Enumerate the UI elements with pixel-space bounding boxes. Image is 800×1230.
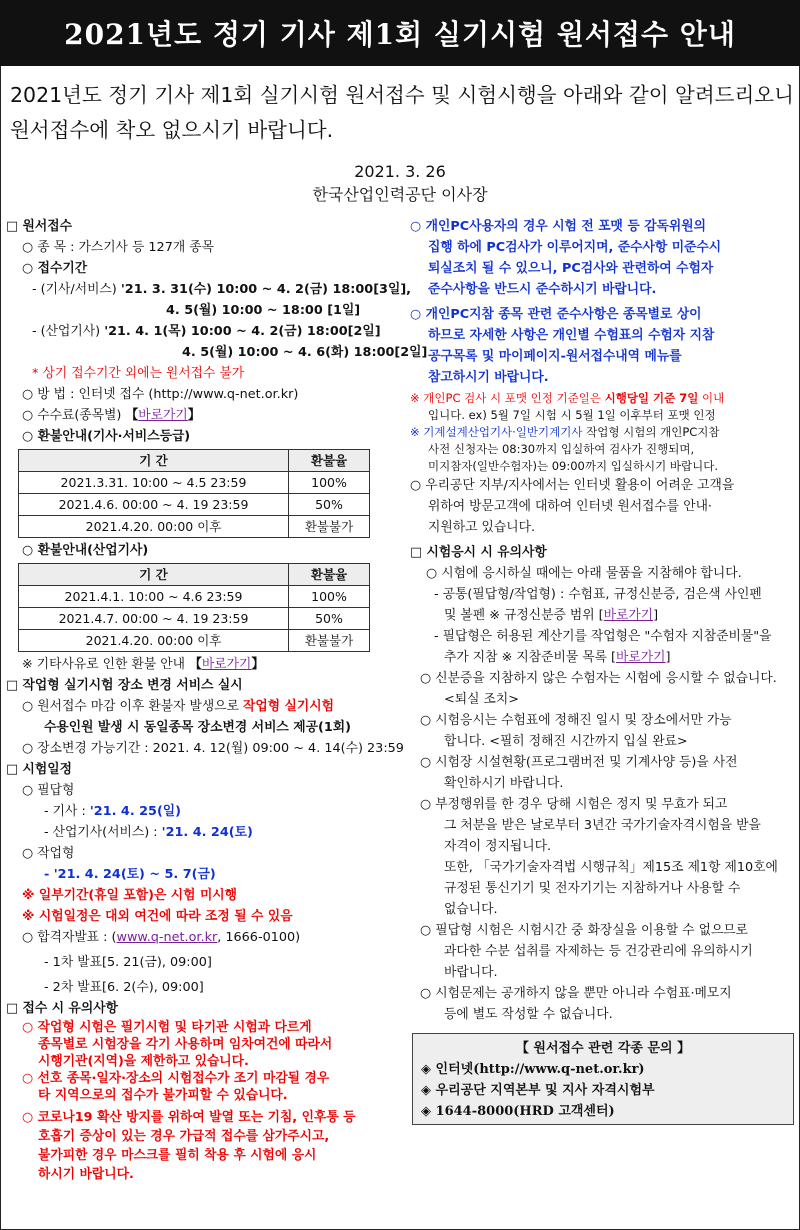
pc-note-1: ○ 개인PC사용자의 경우 시험 전 포맷 등 감독위원의 집행 하에 PC검사가 이루어지며, 준수사항 미준수시 퇴실조치 될 수 있으니, PC검사와 관련하여 수험자 준수사항을 반드시 준수하시기 바랍니다.	[410, 219, 722, 297]
schedule-result1: - 1차 발표[5. 21(금), 09:00]	[44, 955, 212, 970]
other-refund: ※ 기타사유로 인한 환불 안내 【바로가기】	[22, 657, 265, 672]
period1-label: - (기사/서비스)	[32, 282, 117, 297]
apply-heading: □ 원서접수	[6, 219, 72, 234]
apply-method: ○ 방 법 : 인터넷 접수 (http://www.q-net.or.kr)	[22, 387, 299, 402]
schedule-heading: □ 시험일정	[6, 762, 72, 777]
exam-item-2: ○ 신분증을 지참하지 않은 수험자는 시험에 응시할 수 없습니다. <퇴실 조치>	[420, 671, 777, 707]
table-row: 2021.4.20. 00:00 이후 환불불가	[19, 516, 370, 538]
cautions-heading: □ 접수 시 유의사항	[6, 1001, 118, 1016]
apply-period2	[6, 321, 402, 342]
right-column	[410, 216, 796, 1125]
table-row: 2021.4.7. 00:00 ~ 4. 19 23:59 50%	[19, 608, 370, 630]
exam-item-5: ○ 부정행위를 한 경우 당해 시험은 정지 및 무효가 되고 그 처분을 받은 날로부터 3년간 국가기술자격시험을 받을 자격이 정지됩니다. 또한, 「국가기술자격법 시행규칙」제15조 제1항 제10호에 규정된 통신기기 및 전자기기는 지참하거나 사용할 수 없습니다.	[420, 797, 778, 917]
exam-item-1b: 및 볼펜 ※ 규정신분증 범위 [바로가기]	[444, 608, 659, 623]
refund1-col-rate: 환불율	[289, 450, 370, 472]
exam-item-1a: - 공통(필답형/작업형) : 수험표, 규정신분증, 검은색 사인펜	[434, 587, 762, 602]
other-refund-link[interactable]: 바로가기	[201, 657, 252, 672]
issue-block	[0, 160, 800, 206]
contact-phone: ◈ 1644-8000(HRD 고객센터)	[421, 1104, 615, 1119]
period2-a: '21. 4. 1(목) 10:00 ~ 4. 2(금) 18:00[2일]	[104, 324, 381, 339]
pc-note-2: ○ 개인PC지참 종목 관련 준수사항은 종목별로 상이 하므로 자세한 사항은 개인별 수험표의 수험자 지참 공구목록 및 마이페이지-원서접수내역 메뉴를 참고하시기 바랍니다.	[410, 307, 715, 385]
schedule-practical-date: - '21. 4. 24(토) ~ 5. 7(금)	[44, 867, 216, 882]
period2-b: 4. 5(월) 10:00 ~ 4. 6(화) 18:00[2일]	[182, 345, 428, 360]
exam-item-3: ○ 시험응시는 수험표에 정해진 일시 및 장소에서만 가능 합니다. <필히 정해진 시간까지 입실 완료>	[420, 713, 732, 749]
caution-2: ○ 선호 종목·일자·장소의 시험접수가 조기 마감될 경우 타 지역으로의 접수가 불가피할 수 있습니다.	[22, 1071, 330, 1103]
caution-1: ○ 작업형 시험은 필기시험 및 타기관 시험과 다르게 종목별로 시험장을 각기 사용하며 임차여건에 따라서 시행기관(지역)을 제한하고 있습니다.	[22, 1020, 333, 1069]
page-title: 2021년도 정기 기사 제1회 실기시험 원서접수 안내	[0, 0, 800, 66]
contact-box	[412, 1033, 794, 1125]
fee-link[interactable]: 바로가기	[138, 408, 188, 423]
venue-line2: 수용인원 발생 시 동일종목 장소변경 서비스 제공(1회)	[44, 720, 351, 735]
refund2-col-rate: 환불율	[289, 564, 370, 586]
exam-item-1c: - 필답형은 허용된 계산기를 작업형은 "수험자 지참준비물"을	[434, 629, 772, 644]
table-row: 2021.4.20. 00:00 이후 환불불가	[19, 630, 370, 652]
schedule-note2: ※ 시험일정은 대외 여건에 따라 조정 될 수 있음	[22, 909, 293, 924]
venue-line1: ○ 원서접수 마감 이후 환불자 발생으로 작업형 실기시험	[22, 699, 335, 714]
exam-item-1: ○ 시험에 응시하실 때에는 아래 물품을 지참해야 합니다.	[426, 566, 742, 581]
table-row: 2021.4.6. 00:00 ~ 4. 19 23:59 50%	[19, 494, 370, 516]
refund2-col-period: 기 간	[19, 564, 289, 586]
refund2-table	[18, 563, 370, 652]
refund1-table	[18, 449, 370, 538]
issue-date: 2021. 3. 26	[354, 162, 446, 181]
contact-branch: ◈ 우리공단 지역본부 및 지사 자격시험부	[421, 1083, 655, 1098]
exam-heading: □ 시험응시 시 유의사항	[410, 545, 547, 560]
apply-items: ○ 종 목 : 가스기사 등 127개 종목	[22, 240, 214, 255]
schedule-note1: ※ 일부기간(휴일 포함)은 시험 미시행	[22, 888, 238, 903]
exam-item-4: ○ 시험장 시설현황(프로그램버전 및 기계사양 등)을 사전 확인하시기 바랍니다.	[420, 755, 738, 791]
intro-text: 2021년도 정기 기사 제1회 실기시험 원서접수 및 시험시행을 아래와 같이 알려드리오니 원서접수에 착오 없으시기 바랍니다.	[10, 83, 794, 142]
venue-line3: ○ 장소변경 가능기간 : 2021. 4. 12(월) 09:00 ~ 4. 14(수) 23:59	[22, 741, 404, 756]
branch-note: ○ 우리공단 지부/지사에서는 인터넷 활용이 어려운 고객을 위하여 방문고객에 대하여 인터넷 원서접수를 안내· 지원하고 있습니다.	[410, 478, 735, 535]
issuer: 한국산업인력공단 이사장	[312, 185, 488, 204]
contact-web: ◈ 인터넷(http://www.q-net.or.kr)	[421, 1062, 645, 1077]
apply-period-heading: ○ 접수기간	[22, 261, 88, 276]
schedule-practical: ○ 작업형	[22, 846, 75, 861]
schedule-industrial: - 산업기사(서비스) : '21. 4. 24(토)	[44, 825, 253, 840]
schedule-engineer: - 기사 : '21. 4. 25(일)	[44, 804, 182, 819]
period-note: * 상기 접수기간 외에는 원서접수 불가	[32, 366, 245, 381]
left-column	[6, 216, 428, 1184]
schedule-written: ○ 필답형	[22, 783, 75, 798]
apply-period1	[6, 279, 412, 300]
table-row: 2021.3.31. 10:00 ~ 4.5 23:59 100%	[19, 472, 370, 494]
id-range-link[interactable]: 바로가기	[603, 608, 654, 623]
schedule-result: ○ 합격자발표 : (www.q-net.or.kr, 1666-0100)	[22, 930, 301, 945]
period1-b: 4. 5(월) 10:00 ~ 18:00 [1일]	[166, 303, 361, 318]
schedule-result2: - 2차 발표[6. 2(수), 09:00]	[44, 980, 204, 995]
contact-heading: 【 원서접수 관련 각종 문의 】	[515, 1041, 691, 1056]
period2-label: - (산업기사)	[32, 324, 101, 339]
venue-heading: □ 작업형 실기시험 장소 변경 서비스 실시	[6, 678, 243, 693]
pc-format-note: ※ 개인PC 검사 시 포맷 인정 기준일은 시행당일 기준 7일 이내 입니다. ex) 5월 7일 시험 시 5월 1일 이후부터 포맷 인정	[410, 391, 725, 422]
pc-machine-note: ※ 기계설계산업기사·일반기계기사 작업형 시험의 개인PC지참 사전 신청자는 08:30까지 입실하여 검사가 진행되며, 미지참자(일반수험자)는 09:00까지 입실하시기 바랍니다.	[410, 425, 720, 473]
exam-item-7: ○ 시험문제는 공개하지 않을 뿐만 아니라 수험표·메모지 등에 별도 작성할 수 없습니다.	[420, 986, 732, 1022]
caution-3: ○ 코로나19 확산 방지를 위하여 발열 또는 기침, 인후통 등 호흡기 증상이 있는 경우 가급적 접수를 삼가주시고, 불가피한 경우 마스크를 필히 착용 후 시험에 응시 하시기 바랍니다.	[22, 1110, 356, 1182]
fee-label: ○ 수수료(종목별)	[22, 408, 122, 423]
apply-fee: ○ 수수료(종목별) 【바로가기】	[22, 408, 201, 423]
period1-a: '21. 3. 31(수) 10:00 ~ 4. 2(금) 18:00[3일],	[120, 282, 412, 297]
refund2-heading: ○ 환불안내(산업기사)	[22, 543, 149, 558]
materials-link[interactable]: 바로가기	[616, 650, 666, 665]
exam-item-6: ○ 필답형 시험은 시험시간 중 화장실을 이용할 수 없으므로 과다한 수분 섭취를 자제하는 등 건강관리에 유의하시기 바랍니다.	[420, 923, 753, 980]
table-row: 2021.4.1. 10:00 ~ 4.6 23:59 100%	[19, 586, 370, 608]
refund1-heading: ○ 환불안내(기사·서비스등급)	[22, 429, 191, 444]
refund1-col-period: 기 간	[19, 450, 289, 472]
exam-item-1d: 추가 지참 ※ 지참준비물 목록 [바로가기]	[444, 650, 671, 665]
qnet-link[interactable]: www.q-net.or.kr	[116, 930, 218, 945]
